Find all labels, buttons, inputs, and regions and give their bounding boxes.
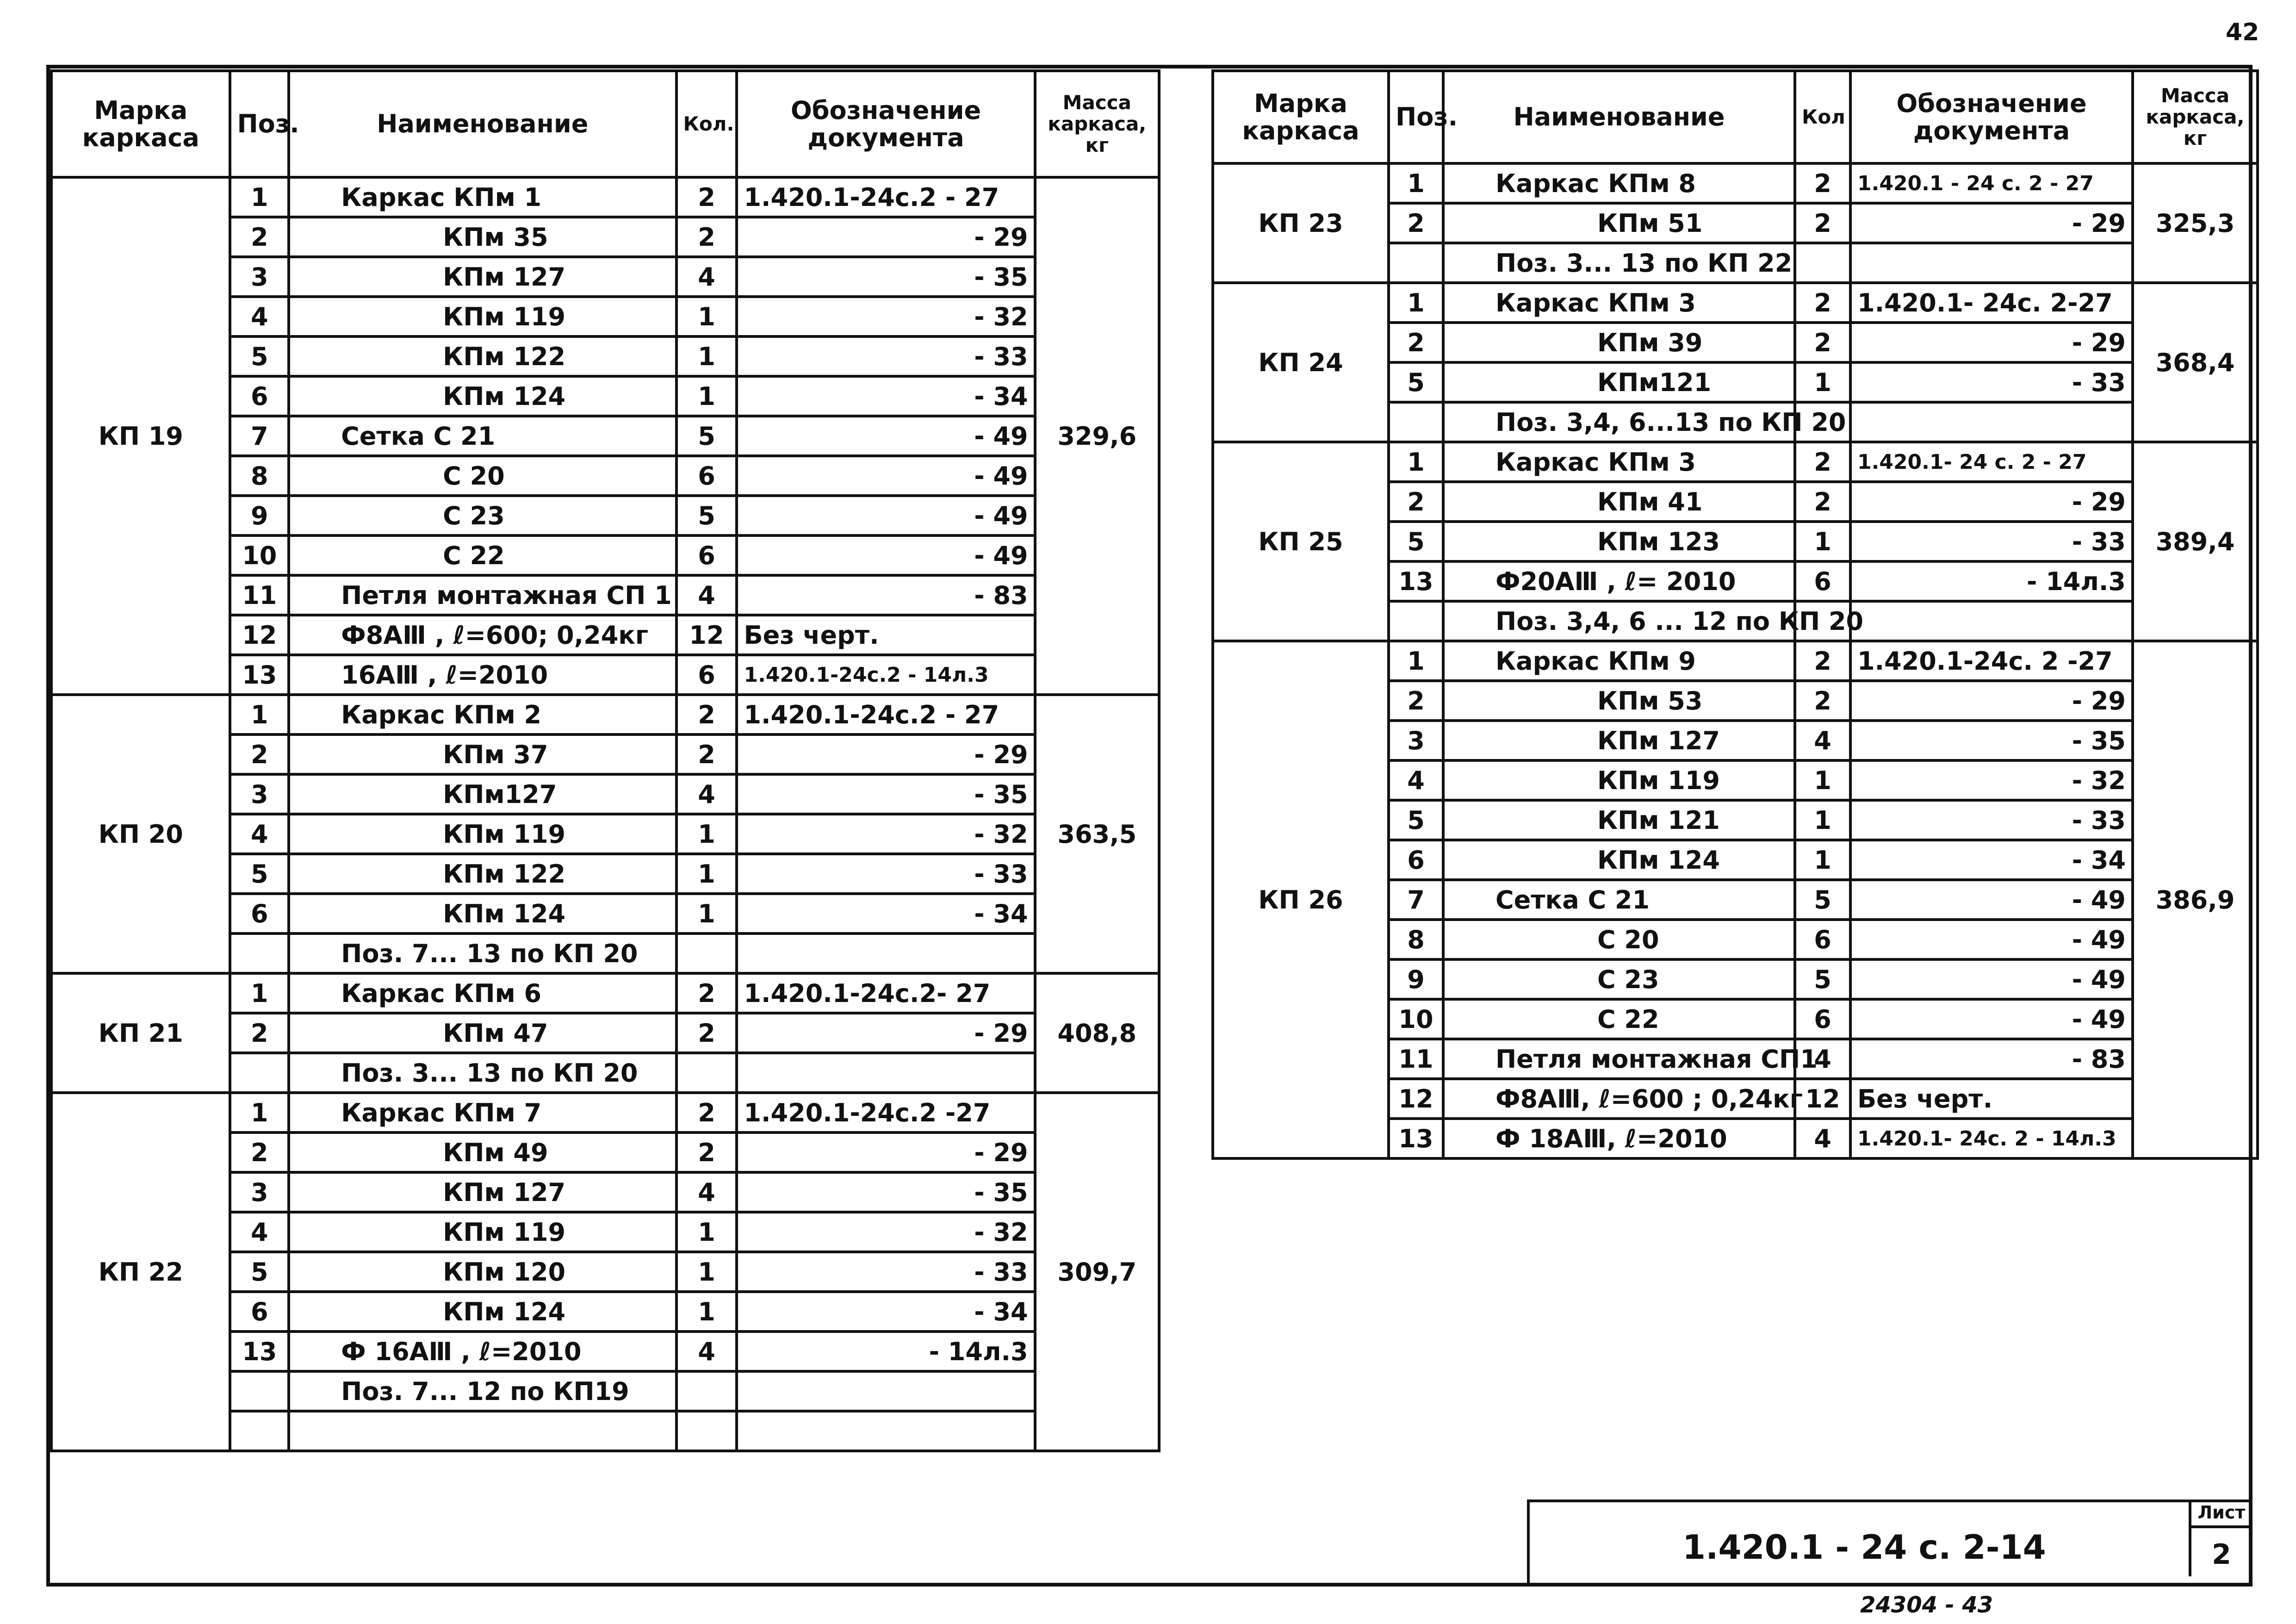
quantity-cell: 2 bbox=[1795, 482, 1850, 522]
item-name-cell: КПм 124 bbox=[289, 894, 676, 933]
position-cell: 6 bbox=[230, 376, 289, 416]
header-marka: Марка каркаса bbox=[51, 71, 230, 177]
item-name-cell: КПм 37 bbox=[289, 734, 676, 774]
document-cell: 1.420.1 - 24 с. 2 - 27 bbox=[1850, 163, 2133, 203]
document-cell: - 33 bbox=[737, 854, 1035, 894]
spec-row bbox=[1213, 442, 2258, 482]
item-name-cell: КПм 39 bbox=[1443, 323, 1795, 362]
quantity-cell: 1 bbox=[676, 894, 737, 933]
position-cell: 11 bbox=[230, 575, 289, 615]
position-cell bbox=[230, 933, 289, 973]
item-name-cell: КПм 124 bbox=[289, 1292, 676, 1332]
document-cell: 1.420.1-24с.2- 27 bbox=[737, 973, 1035, 1013]
document-cell: 1.420.1-24с.2 - 27 bbox=[737, 177, 1035, 217]
position-cell: 5 bbox=[230, 854, 289, 894]
position-cell bbox=[1389, 402, 1443, 442]
quantity-cell: 1 bbox=[1795, 522, 1850, 561]
position-cell: 3 bbox=[1389, 721, 1443, 760]
frame-mark-cell: КП 21 bbox=[51, 973, 230, 1093]
position-cell: 6 bbox=[1389, 840, 1443, 880]
position-cell: 2 bbox=[230, 1013, 289, 1053]
item-name-cell bbox=[289, 1411, 676, 1451]
position-cell: 13 bbox=[1389, 561, 1443, 601]
position-cell: 1 bbox=[230, 1093, 289, 1132]
position-cell: 9 bbox=[1389, 959, 1443, 999]
item-name-cell: КПм127 bbox=[289, 774, 676, 814]
position-cell: 4 bbox=[230, 814, 289, 854]
document-cell: - 33 bbox=[1850, 362, 2133, 402]
position-cell: 2 bbox=[1389, 482, 1443, 522]
header-name-right: Наименование bbox=[1443, 71, 1795, 163]
item-name-cell: КПм 41 bbox=[1443, 482, 1795, 522]
document-cell: - 33 bbox=[1850, 800, 2133, 840]
document-cell bbox=[1850, 601, 2133, 641]
document-cell: 1.420.1-24с.2 - 27 bbox=[737, 695, 1035, 734]
quantity-cell: 2 bbox=[676, 695, 737, 734]
frame-mass-cell: 386,9 bbox=[2133, 641, 2258, 1158]
item-name-cell: Ф8АⅢ, ℓ=600 ; 0,24кг bbox=[1443, 1079, 1795, 1119]
position-cell bbox=[230, 1053, 289, 1093]
frame-mark-cell: КП 19 bbox=[51, 177, 230, 695]
item-name-cell: КПм 47 bbox=[289, 1013, 676, 1053]
position-cell: 4 bbox=[230, 297, 289, 336]
quantity-cell: 5 bbox=[676, 416, 737, 456]
quantity-cell: 2 bbox=[1795, 203, 1850, 243]
document-cell: - 34 bbox=[737, 1292, 1035, 1332]
document-cell: Без черт. bbox=[1850, 1079, 2133, 1119]
position-cell: 6 bbox=[230, 1292, 289, 1332]
quantity-cell: 2 bbox=[676, 1132, 737, 1172]
position-cell: 10 bbox=[230, 535, 289, 575]
position-cell: 2 bbox=[1389, 203, 1443, 243]
item-name-cell: Петля монтажная СП 1 bbox=[289, 575, 676, 615]
item-name-cell: КПм 124 bbox=[1443, 840, 1795, 880]
header-marka-right: Марка каркаса bbox=[1213, 71, 1389, 163]
position-cell: 5 bbox=[1389, 522, 1443, 561]
document-cell bbox=[1850, 402, 2133, 442]
document-cell: - 49 bbox=[1850, 920, 2133, 959]
position-cell: 5 bbox=[1389, 800, 1443, 840]
quantity-cell: 5 bbox=[1795, 959, 1850, 999]
item-name-cell: КПм 35 bbox=[289, 217, 676, 257]
item-name-cell: Каркас КПм 1 bbox=[289, 177, 676, 217]
frame-mass-cell: 325,3 bbox=[2133, 163, 2258, 283]
frame-mass-cell: 363,5 bbox=[1035, 695, 1159, 973]
document-cell: - 29 bbox=[737, 1013, 1035, 1053]
position-cell: 8 bbox=[1389, 920, 1443, 959]
item-name-cell: Поз. 3,4, 6 ... 12 по КП 20 bbox=[1443, 601, 1795, 641]
position-cell: 1 bbox=[230, 177, 289, 217]
position-cell: 1 bbox=[1389, 442, 1443, 482]
quantity-cell: 12 bbox=[1795, 1079, 1850, 1119]
header-pos-right: Поз. bbox=[1389, 71, 1443, 163]
position-cell: 3 bbox=[230, 774, 289, 814]
quantity-cell: 6 bbox=[1795, 561, 1850, 601]
position-cell: 2 bbox=[230, 1132, 289, 1172]
quantity-cell: 1 bbox=[676, 814, 737, 854]
quantity-cell: 4 bbox=[676, 575, 737, 615]
position-cell: 2 bbox=[1389, 681, 1443, 721]
quantity-cell: 2 bbox=[1795, 163, 1850, 203]
quantity-cell bbox=[676, 1371, 737, 1411]
item-name-cell: КПм 119 bbox=[289, 814, 676, 854]
header-name: Наименование bbox=[289, 71, 676, 177]
quantity-cell: 2 bbox=[676, 1013, 737, 1053]
quantity-cell bbox=[676, 1053, 737, 1093]
frame-mark-cell: КП 24 bbox=[1213, 283, 1389, 442]
frame-mark-cell: КП 23 bbox=[1213, 163, 1389, 283]
document-cell: - 29 bbox=[737, 217, 1035, 257]
spec-row bbox=[51, 1093, 1159, 1132]
document-cell: - 29 bbox=[1850, 203, 2133, 243]
document-cell: - 83 bbox=[1850, 1039, 2133, 1079]
quantity-cell: 1 bbox=[1795, 760, 1850, 800]
document-code: 1.420.1 - 24 с. 2-14 bbox=[1682, 1528, 2046, 1567]
item-name-cell: С 23 bbox=[1443, 959, 1795, 999]
quantity-cell: 2 bbox=[676, 734, 737, 774]
position-cell: 9 bbox=[230, 496, 289, 535]
position-cell: 5 bbox=[230, 336, 289, 376]
sheet-label: Лист bbox=[2191, 1502, 2252, 1528]
item-name-cell: Каркас КПм 3 bbox=[1443, 442, 1795, 482]
document-cell: - 49 bbox=[737, 416, 1035, 456]
frame-mark-cell: КП 26 bbox=[1213, 641, 1389, 1158]
item-name-cell: КПм 121 bbox=[1443, 800, 1795, 840]
quantity-cell bbox=[676, 1411, 737, 1451]
document-cell: - 49 bbox=[737, 535, 1035, 575]
position-cell: 1 bbox=[1389, 641, 1443, 681]
document-cell: - 33 bbox=[1850, 522, 2133, 561]
sheet-box bbox=[2189, 1502, 2252, 1576]
document-cell: - 32 bbox=[737, 1212, 1035, 1252]
document-cell: - 35 bbox=[737, 774, 1035, 814]
quantity-cell: 6 bbox=[1795, 999, 1850, 1039]
position-cell: 7 bbox=[230, 416, 289, 456]
spec-row bbox=[51, 177, 1159, 217]
quantity-cell: 4 bbox=[1795, 1119, 1850, 1158]
quantity-cell: 6 bbox=[676, 535, 737, 575]
quantity-cell: 1 bbox=[1795, 800, 1850, 840]
document-cell: 1.420.1-24с.2 -27 bbox=[737, 1093, 1035, 1132]
item-name-cell: Каркас КПм 3 bbox=[1443, 283, 1795, 323]
position-cell: 1 bbox=[230, 695, 289, 734]
frame-mass-cell: 389,4 bbox=[2133, 442, 2258, 641]
quantity-cell: 4 bbox=[676, 257, 737, 297]
position-cell: 1 bbox=[230, 973, 289, 1013]
quantity-cell: 2 bbox=[1795, 323, 1850, 362]
item-name-cell: Поз. 3... 13 по КП 22 bbox=[1443, 243, 1795, 283]
position-cell: 13 bbox=[1389, 1119, 1443, 1158]
header-doc-right: Обозначение документа bbox=[1850, 71, 2133, 163]
position-cell: 5 bbox=[1389, 362, 1443, 402]
document-cell: Без черт. bbox=[737, 615, 1035, 655]
item-name-cell: КПм 123 bbox=[1443, 522, 1795, 561]
document-cell: - 33 bbox=[737, 1252, 1035, 1292]
item-name-cell: Поз. 3,4, 6...13 по КП 20 bbox=[1443, 402, 1795, 442]
position-cell: 3 bbox=[230, 1172, 289, 1212]
frame-mass-cell: 408,8 bbox=[1035, 973, 1159, 1093]
document-cell: - 49 bbox=[1850, 880, 2133, 920]
quantity-cell: 1 bbox=[1795, 840, 1850, 880]
position-cell: 7 bbox=[1389, 880, 1443, 920]
item-name-cell: 16АⅢ , ℓ=2010 bbox=[289, 655, 676, 695]
position-cell: 1 bbox=[1389, 163, 1443, 203]
position-cell: 6 bbox=[230, 894, 289, 933]
item-name-cell: С 22 bbox=[289, 535, 676, 575]
page-number: 42 bbox=[2226, 19, 2259, 46]
quantity-cell: 4 bbox=[676, 1172, 737, 1212]
document-cell: - 83 bbox=[737, 575, 1035, 615]
position-cell: 4 bbox=[1389, 760, 1443, 800]
quantity-cell: 1 bbox=[676, 1252, 737, 1292]
item-name-cell: КПм 127 bbox=[289, 1172, 676, 1212]
position-cell bbox=[230, 1371, 289, 1411]
document-cell: 1.420.1- 24 с. 2 - 27 bbox=[1850, 442, 2133, 482]
quantity-cell: 5 bbox=[676, 496, 737, 535]
quantity-cell: 4 bbox=[1795, 721, 1850, 760]
spec-row bbox=[1213, 283, 2258, 323]
document-cell: - 49 bbox=[737, 456, 1035, 496]
item-name-cell: КПм 120 bbox=[289, 1252, 676, 1292]
document-cell bbox=[1850, 243, 2133, 283]
item-name-cell: КПм 122 bbox=[289, 854, 676, 894]
document-cell: - 32 bbox=[737, 297, 1035, 336]
document-cell: 1.420.1-24с. 2 -27 bbox=[1850, 641, 2133, 681]
position-cell: 2 bbox=[1389, 323, 1443, 362]
item-name-cell: С 20 bbox=[289, 456, 676, 496]
position-cell bbox=[230, 1411, 289, 1451]
quantity-cell: 2 bbox=[676, 973, 737, 1013]
quantity-cell: 6 bbox=[1795, 920, 1850, 959]
position-cell: 12 bbox=[1389, 1079, 1443, 1119]
item-name-cell: КПм 119 bbox=[289, 1212, 676, 1252]
right-spec-table bbox=[1211, 69, 2259, 1160]
quantity-cell: 5 bbox=[1795, 880, 1850, 920]
frame-mark-cell: КП 22 bbox=[51, 1093, 230, 1451]
document-cell: - 34 bbox=[1850, 840, 2133, 880]
quantity-cell: 1 bbox=[1795, 362, 1850, 402]
header-doc: Обозначение документа bbox=[737, 71, 1035, 177]
left-spec-table bbox=[50, 69, 1160, 1452]
item-name-cell: Сетка С 21 bbox=[289, 416, 676, 456]
item-name-cell: С 23 bbox=[289, 496, 676, 535]
document-cell: - 35 bbox=[737, 1172, 1035, 1212]
header-kol-right: Кол bbox=[1795, 71, 1850, 163]
item-name-cell: Поз. 3... 13 по КП 20 bbox=[289, 1053, 676, 1093]
position-cell bbox=[1389, 243, 1443, 283]
header-pos: Поз. bbox=[230, 71, 289, 177]
item-name-cell: Ф 18АⅢ, ℓ=2010 bbox=[1443, 1119, 1795, 1158]
item-name-cell: КПм 122 bbox=[289, 336, 676, 376]
position-cell bbox=[1389, 601, 1443, 641]
position-cell: 13 bbox=[230, 1332, 289, 1371]
header-mass: Масса каркаса, кг bbox=[1035, 71, 1159, 177]
frame-mass-cell: 368,4 bbox=[2133, 283, 2258, 442]
item-name-cell: КПм121 bbox=[1443, 362, 1795, 402]
frame-mark-cell: КП 20 bbox=[51, 695, 230, 973]
document-cell: - 14л.3 bbox=[1850, 561, 2133, 601]
document-cell: - 14л.3 bbox=[737, 1332, 1035, 1371]
item-name-cell: Каркас КПм 7 bbox=[289, 1093, 676, 1132]
quantity-cell: 4 bbox=[676, 774, 737, 814]
frame-mass-cell: 309,7 bbox=[1035, 1093, 1159, 1451]
document-cell: 1.420.1-24с.2 - 14л.3 bbox=[737, 655, 1035, 695]
right-spec-body bbox=[1213, 163, 2258, 1158]
header-kol: Кол. bbox=[676, 71, 737, 177]
archive-stamp: 24304 - 43 bbox=[1860, 1592, 1993, 1618]
frame-top bbox=[46, 65, 2253, 68]
position-cell: 12 bbox=[230, 615, 289, 655]
document-cell: - 32 bbox=[737, 814, 1035, 854]
document-cell: - 29 bbox=[1850, 681, 2133, 721]
quantity-cell bbox=[1795, 243, 1850, 283]
quantity-cell: 2 bbox=[676, 217, 737, 257]
position-cell: 1 bbox=[1389, 283, 1443, 323]
quantity-cell: 2 bbox=[676, 1093, 737, 1132]
document-cell: - 49 bbox=[737, 496, 1035, 535]
document-cell: - 33 bbox=[737, 336, 1035, 376]
document-cell bbox=[737, 933, 1035, 973]
quantity-cell: 6 bbox=[676, 655, 737, 695]
document-cell: - 29 bbox=[737, 734, 1035, 774]
item-name-cell: Ф8АⅢ , ℓ=600; 0,24кг bbox=[289, 615, 676, 655]
quantity-cell: 1 bbox=[676, 376, 737, 416]
spec-row bbox=[51, 695, 1159, 734]
frame-mass-cell: 329,6 bbox=[1035, 177, 1159, 695]
sheet-number: 2 bbox=[2212, 1538, 2231, 1571]
item-name-cell: КПм 51 bbox=[1443, 203, 1795, 243]
document-cell: - 29 bbox=[1850, 323, 2133, 362]
spec-row bbox=[51, 973, 1159, 1013]
item-name-cell: Каркас КПм 2 bbox=[289, 695, 676, 734]
document-cell bbox=[737, 1411, 1035, 1451]
document-cell bbox=[737, 1053, 1035, 1093]
item-name-cell: Ф 16АⅢ , ℓ=2010 bbox=[289, 1332, 676, 1371]
document-cell: - 49 bbox=[1850, 999, 2133, 1039]
quantity-cell: 12 bbox=[676, 615, 737, 655]
document-cell: 1.420.1- 24с. 2 - 14л.3 bbox=[1850, 1119, 2133, 1158]
item-name-cell: КПм 127 bbox=[1443, 721, 1795, 760]
quantity-cell: 2 bbox=[676, 177, 737, 217]
document-cell: - 49 bbox=[1850, 959, 2133, 999]
title-block bbox=[1527, 1500, 2252, 1586]
quantity-cell bbox=[676, 933, 737, 973]
quantity-cell: 2 bbox=[1795, 442, 1850, 482]
item-name-cell: КПм 127 bbox=[289, 257, 676, 297]
position-cell: 3 bbox=[230, 257, 289, 297]
document-cell: - 34 bbox=[737, 376, 1035, 416]
position-cell: 4 bbox=[230, 1212, 289, 1252]
quantity-cell: 4 bbox=[1795, 1039, 1850, 1079]
item-name-cell: КПм 49 bbox=[289, 1132, 676, 1172]
position-cell: 10 bbox=[1389, 999, 1443, 1039]
document-cell: - 34 bbox=[737, 894, 1035, 933]
document-cell: - 29 bbox=[737, 1132, 1035, 1172]
item-name-cell: Петля монтажная СП1 bbox=[1443, 1039, 1795, 1079]
item-name-cell: Сетка С 21 bbox=[1443, 880, 1795, 920]
document-cell: - 29 bbox=[1850, 482, 2133, 522]
quantity-cell: 4 bbox=[676, 1332, 737, 1371]
item-name-cell: С 22 bbox=[1443, 999, 1795, 1039]
item-name-cell: КПм 119 bbox=[289, 297, 676, 336]
item-name-cell: Каркас КПм 9 bbox=[1443, 641, 1795, 681]
quantity-cell: 1 bbox=[676, 854, 737, 894]
quantity-cell: 1 bbox=[676, 336, 737, 376]
position-cell: 5 bbox=[230, 1252, 289, 1292]
quantity-cell: 1 bbox=[676, 1292, 737, 1332]
position-cell: 11 bbox=[1389, 1039, 1443, 1079]
item-name-cell: Каркас КПм 8 bbox=[1443, 163, 1795, 203]
quantity-cell: 6 bbox=[676, 456, 737, 496]
position-cell: 2 bbox=[230, 734, 289, 774]
position-cell: 8 bbox=[230, 456, 289, 496]
item-name-cell: Каркас КПм 6 bbox=[289, 973, 676, 1013]
item-name-cell: Поз. 7... 13 по КП 20 bbox=[289, 933, 676, 973]
header-mass-right: Масса каркаса, кг bbox=[2133, 71, 2258, 163]
spec-row bbox=[1213, 641, 2258, 681]
position-cell: 2 bbox=[230, 217, 289, 257]
left-spec-body bbox=[51, 177, 1159, 1451]
document-cell: - 32 bbox=[1850, 760, 2133, 800]
item-name-cell: Ф20АⅢ , ℓ= 2010 bbox=[1443, 561, 1795, 601]
quantity-cell: 1 bbox=[676, 1212, 737, 1252]
quantity-cell: 2 bbox=[1795, 641, 1850, 681]
item-name-cell: КПм 119 bbox=[1443, 760, 1795, 800]
quantity-cell: 2 bbox=[1795, 283, 1850, 323]
item-name-cell: КПм 53 bbox=[1443, 681, 1795, 721]
position-cell: 13 bbox=[230, 655, 289, 695]
frame-left bbox=[46, 65, 50, 1587]
spec-row bbox=[1213, 163, 2258, 203]
item-name-cell: С 20 bbox=[1443, 920, 1795, 959]
item-name-cell: КПм 124 bbox=[289, 376, 676, 416]
document-cell: - 35 bbox=[737, 257, 1035, 297]
document-cell bbox=[737, 1371, 1035, 1411]
quantity-cell: 1 bbox=[676, 297, 737, 336]
item-name-cell: Поз. 7... 12 по КП19 bbox=[289, 1371, 676, 1411]
frame-mark-cell: КП 25 bbox=[1213, 442, 1389, 641]
document-cell: - 35 bbox=[1850, 721, 2133, 760]
quantity-cell: 2 bbox=[1795, 681, 1850, 721]
document-cell: 1.420.1- 24с. 2-27 bbox=[1850, 283, 2133, 323]
